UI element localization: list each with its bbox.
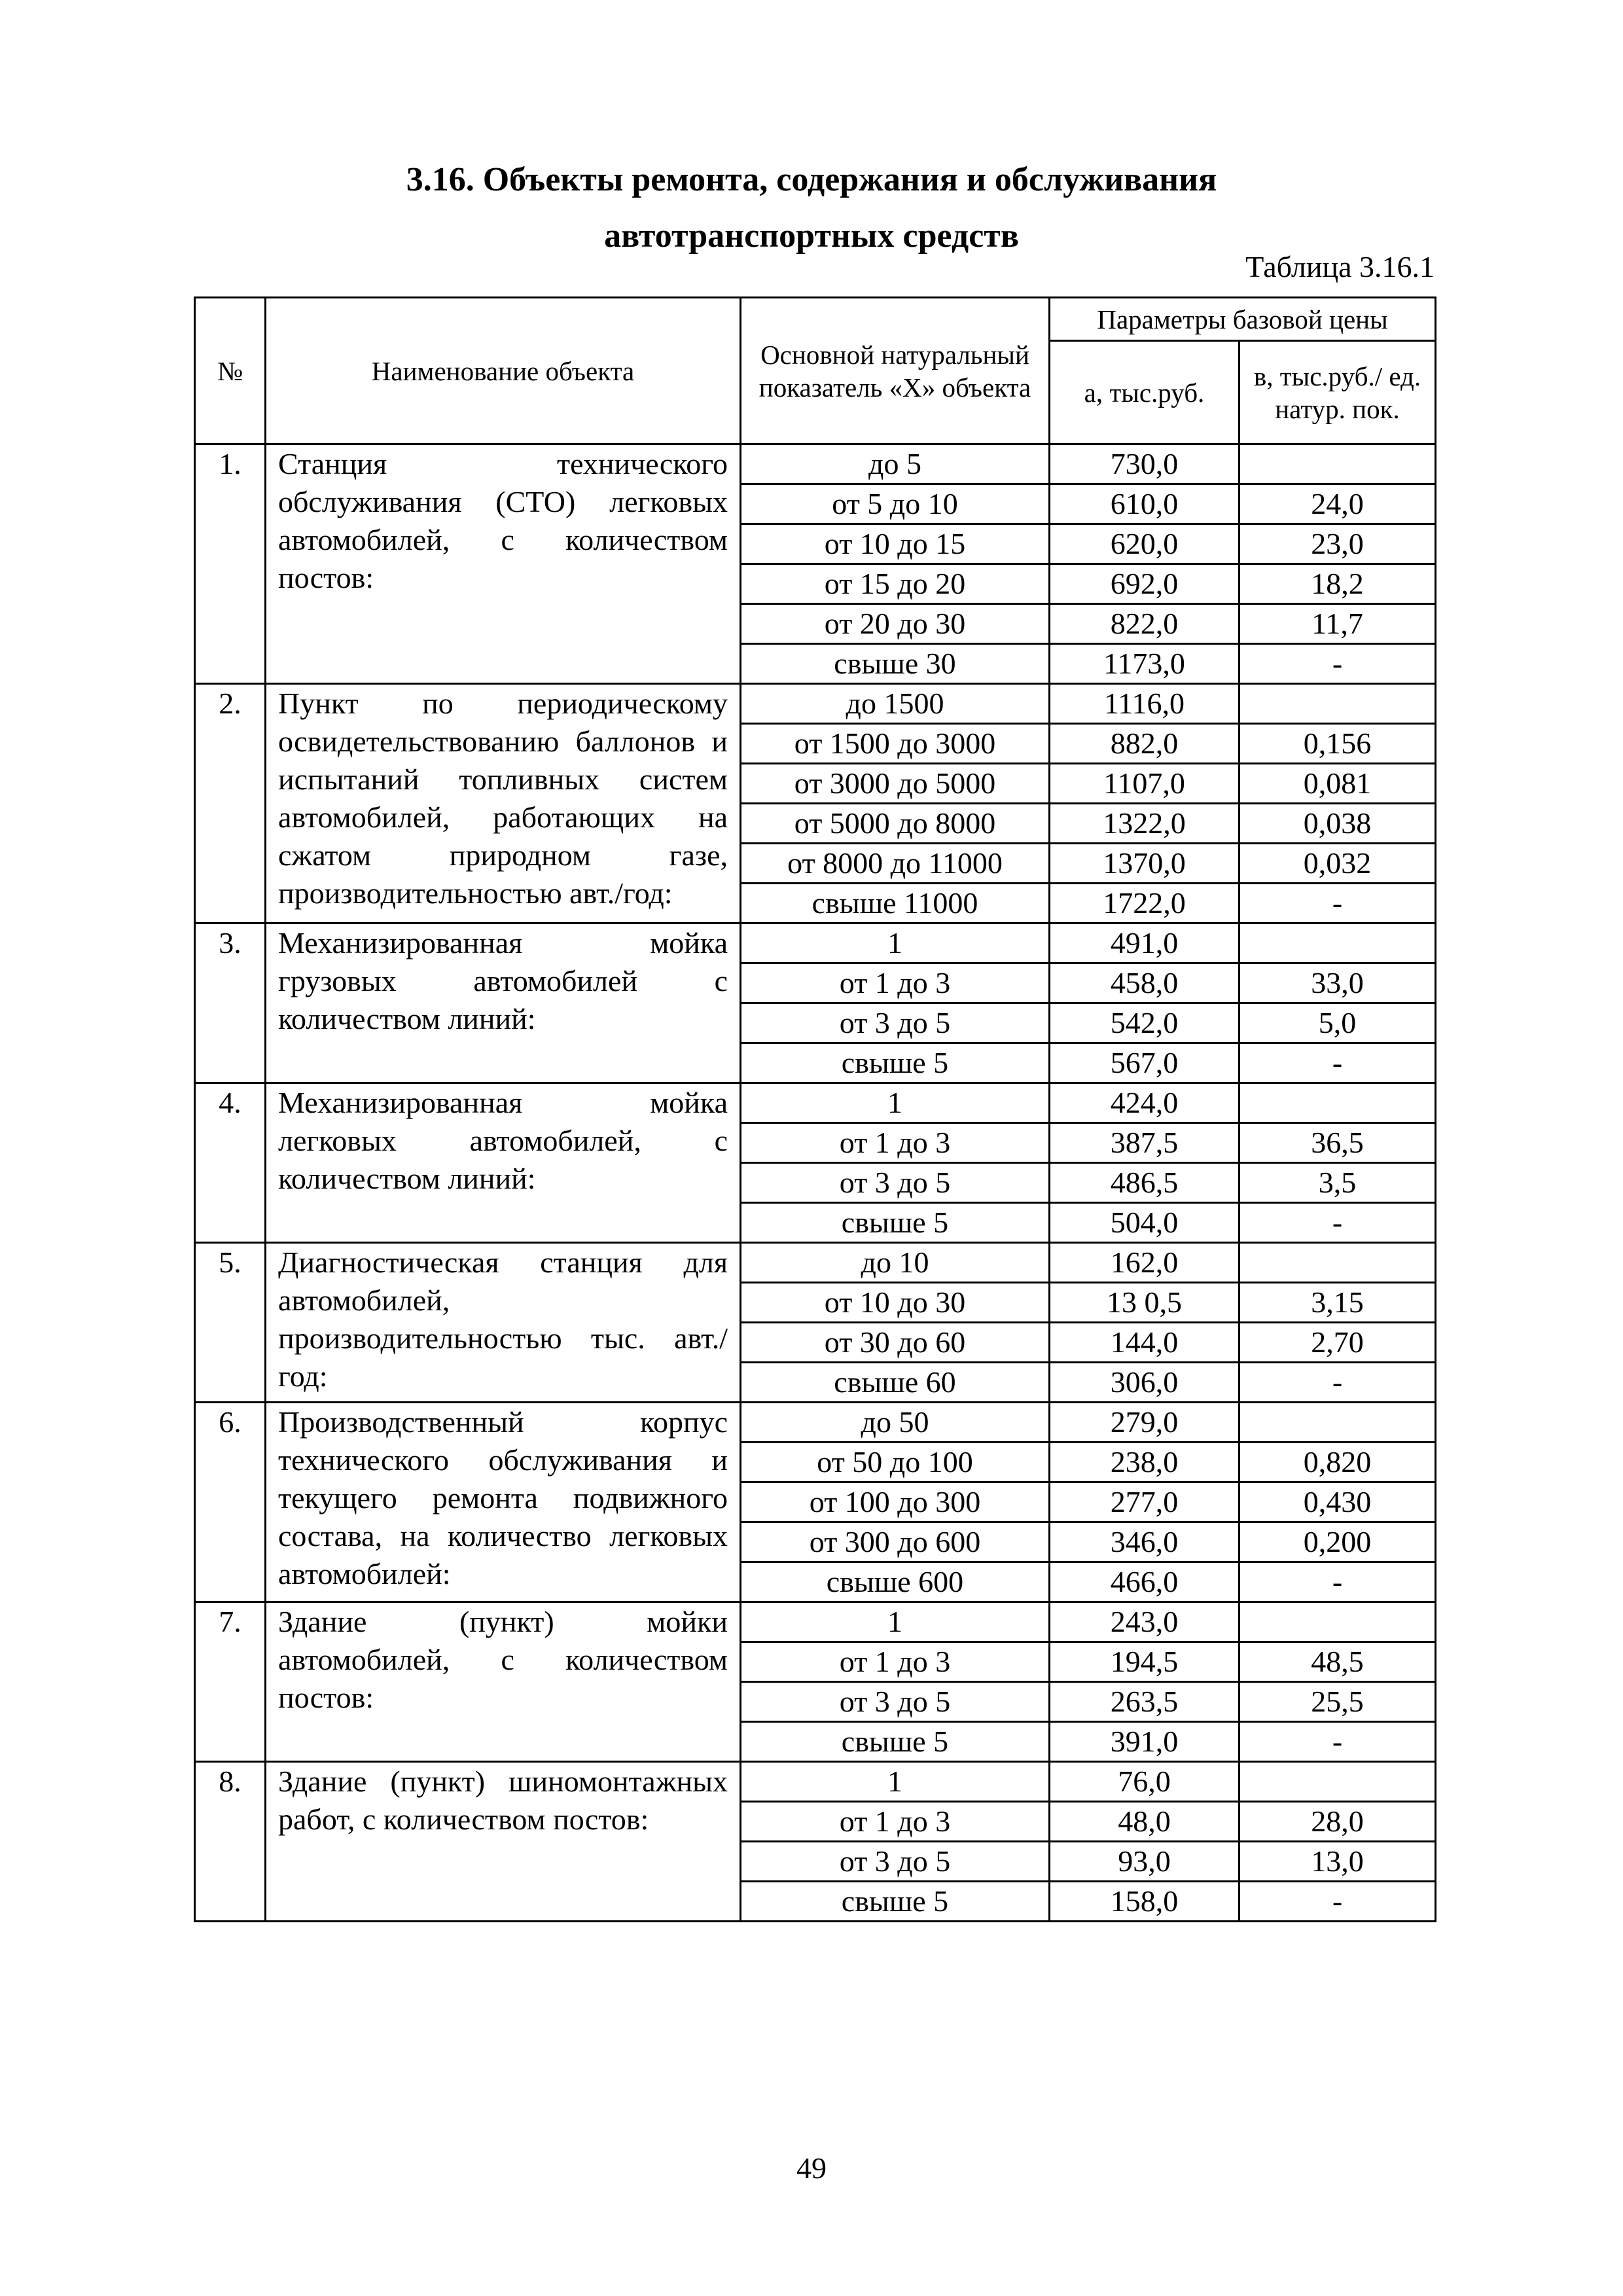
param-b-value: 24,0 <box>1240 484 1436 524</box>
param-b-value: - <box>1240 1043 1436 1083</box>
table-row <box>195 684 1436 724</box>
indicator-value: от 3 до 5 <box>741 1682 1050 1722</box>
param-a-value: 491,0 <box>1050 924 1240 963</box>
param-b-value: 48,5 <box>1240 1642 1436 1682</box>
section-title-line-1: 3.16. Объекты ремонта, содержания и обслуживания <box>406 161 1217 198</box>
param-b-value <box>1240 444 1436 484</box>
object-number: 6. <box>195 1403 266 1602</box>
indicator-value: от 3 до 5 <box>741 1842 1050 1882</box>
param-b-value <box>1240 1243 1436 1283</box>
param-b-value: 0,156 <box>1240 724 1436 764</box>
object-number: 3. <box>195 924 266 1083</box>
param-b-value: - <box>1240 1562 1436 1602</box>
param-a-value: 822,0 <box>1050 604 1240 644</box>
object-number: 5. <box>195 1243 266 1403</box>
param-a-value: 391,0 <box>1050 1722 1240 1762</box>
table-body <box>195 444 1436 1922</box>
param-b-value: 5,0 <box>1240 1003 1436 1043</box>
indicator-value: от 1 до 3 <box>741 1802 1050 1842</box>
indicator-value: свыше 600 <box>741 1562 1050 1602</box>
param-b-value: 0,200 <box>1240 1522 1436 1562</box>
param-b-value: 11,7 <box>1240 604 1436 644</box>
indicator-value: свыше 5 <box>741 1203 1050 1243</box>
param-a-value: 162,0 <box>1050 1243 1240 1283</box>
param-b-value <box>1240 1083 1436 1123</box>
param-b-value: - <box>1240 884 1436 924</box>
header-number: № <box>195 298 266 444</box>
object-name: Здание (пункт) шиномонтажных работ, с количеством постов: <box>266 1762 741 1922</box>
param-a-value: 158,0 <box>1050 1882 1240 1922</box>
object-name: Механизированная мойка грузовых автомобилей с количеством линий: <box>266 924 741 1083</box>
object-number: 8. <box>195 1762 266 1922</box>
param-b-value: 0,081 <box>1240 764 1436 804</box>
param-b-value: 18,2 <box>1240 564 1436 604</box>
indicator-value: до 1500 <box>741 684 1050 724</box>
indicator-value: от 3000 до 5000 <box>741 764 1050 804</box>
param-a-value: 1116,0 <box>1050 684 1240 724</box>
param-a-value: 1370,0 <box>1050 844 1240 884</box>
indicator-value: свыше 5 <box>741 1043 1050 1083</box>
param-a-value: 1173,0 <box>1050 644 1240 684</box>
indicator-value: от 100 до 300 <box>741 1482 1050 1522</box>
param-a-value: 542,0 <box>1050 1003 1240 1043</box>
indicator-value: от 1500 до 3000 <box>741 724 1050 764</box>
param-b-value: 0,820 <box>1240 1443 1436 1482</box>
indicator-value: до 5 <box>741 444 1050 484</box>
param-b-value: 2,70 <box>1240 1323 1436 1363</box>
param-a-value: 1722,0 <box>1050 884 1240 924</box>
param-a-value: 93,0 <box>1050 1842 1240 1882</box>
param-b-value: 23,0 <box>1240 524 1436 564</box>
param-a-value: 620,0 <box>1050 524 1240 564</box>
param-b-value: 33,0 <box>1240 963 1436 1003</box>
param-a-value: 730,0 <box>1050 444 1240 484</box>
param-b-value: 28,0 <box>1240 1802 1436 1842</box>
indicator-value: 1 <box>741 1762 1050 1802</box>
param-a-value: 692,0 <box>1050 564 1240 604</box>
table-row <box>195 444 1436 484</box>
param-b-value: 3,5 <box>1240 1163 1436 1203</box>
param-a-value: 263,5 <box>1050 1682 1240 1722</box>
object-number: 1. <box>195 444 266 684</box>
param-b-value: - <box>1240 644 1436 684</box>
indicator-value: свыше 60 <box>741 1363 1050 1403</box>
indicator-value: от 15 до 20 <box>741 564 1050 604</box>
param-a-value: 277,0 <box>1050 1482 1240 1522</box>
object-number: 4. <box>195 1083 266 1243</box>
param-a-value: 466,0 <box>1050 1562 1240 1602</box>
indicator-value: от 20 до 30 <box>741 604 1050 644</box>
param-a-value: 13 0,5 <box>1050 1283 1240 1323</box>
header-param-a: а, тыс.руб. <box>1050 341 1240 444</box>
table-row <box>195 1762 1436 1802</box>
param-a-value: 882,0 <box>1050 724 1240 764</box>
param-b-value <box>1240 684 1436 724</box>
indicator-value: от 5 до 10 <box>741 484 1050 524</box>
param-b-value <box>1240 924 1436 963</box>
table-row <box>195 924 1436 963</box>
indicator-value: от 1 до 3 <box>741 1123 1050 1163</box>
param-b-value: 0,038 <box>1240 804 1436 844</box>
param-b-value: 3,15 <box>1240 1283 1436 1323</box>
section-title-line-2: автотранспортных средств <box>604 217 1019 255</box>
param-b-value <box>1240 1602 1436 1642</box>
param-b-value <box>1240 1762 1436 1802</box>
param-b-value: 25,5 <box>1240 1682 1436 1722</box>
indicator-value: от 10 до 15 <box>741 524 1050 564</box>
indicator-value: от 5000 до 8000 <box>741 804 1050 844</box>
param-a-value: 279,0 <box>1050 1403 1240 1443</box>
header-object-name: Наименование объекта <box>266 298 741 444</box>
param-a-value: 387,5 <box>1050 1123 1240 1163</box>
param-a-value: 458,0 <box>1050 963 1240 1003</box>
param-b-value <box>1240 1403 1436 1443</box>
object-number: 2. <box>195 684 266 924</box>
param-a-value: 238,0 <box>1050 1443 1240 1482</box>
price-table <box>194 296 1436 1922</box>
param-a-value: 486,5 <box>1050 1163 1240 1203</box>
param-a-value: 243,0 <box>1050 1602 1240 1642</box>
param-b-value: - <box>1240 1363 1436 1403</box>
param-a-value: 567,0 <box>1050 1043 1240 1083</box>
indicator-value: от 10 до 30 <box>741 1283 1050 1323</box>
table-row <box>195 1403 1436 1443</box>
param-b-value: 0,032 <box>1240 844 1436 884</box>
table-row <box>195 1083 1436 1123</box>
param-a-value: 1322,0 <box>1050 804 1240 844</box>
object-name: Диагностическая станция для автомобилей, производительностью тыс. авт./ год: <box>266 1243 741 1403</box>
table-row <box>195 1243 1436 1283</box>
param-a-value: 1107,0 <box>1050 764 1240 804</box>
indicator-value: свыше 30 <box>741 644 1050 684</box>
indicator-value: свыше 5 <box>741 1722 1050 1762</box>
param-b-value: 13,0 <box>1240 1842 1436 1882</box>
header-indicator: Основной натуральный показатель «X» объекта <box>741 298 1050 444</box>
indicator-value: свыше 5 <box>741 1882 1050 1922</box>
page-number: 49 <box>796 2151 827 2185</box>
indicator-value: 1 <box>741 924 1050 963</box>
indicator-value: от 3 до 5 <box>741 1163 1050 1203</box>
indicator-value: от 3 до 5 <box>741 1003 1050 1043</box>
param-a-value: 48,0 <box>1050 1802 1240 1842</box>
param-a-value: 610,0 <box>1050 484 1240 524</box>
table-row <box>195 1602 1436 1642</box>
param-a-value: 306,0 <box>1050 1363 1240 1403</box>
object-name: Пункт по периодическому освидетельствованию баллонов и испытаний топливных систем автомобилей, работающих на сжатом природном газе, производительностью авт./год: <box>266 684 741 924</box>
param-b-value: 36,5 <box>1240 1123 1436 1163</box>
indicator-value: свыше 11000 <box>741 884 1050 924</box>
indicator-value: от 50 до 100 <box>741 1443 1050 1482</box>
param-a-value: 504,0 <box>1050 1203 1240 1243</box>
table-label: Таблица 3.16.1 <box>1245 250 1435 283</box>
table-header <box>195 298 1436 444</box>
param-b-value: 0,430 <box>1240 1482 1436 1522</box>
indicator-value: до 50 <box>741 1403 1050 1443</box>
param-a-value: 194,5 <box>1050 1642 1240 1682</box>
indicator-value: от 1 до 3 <box>741 963 1050 1003</box>
object-name: Станция технического обслуживания (СТО) легковых автомобилей, с количеством постов: <box>266 444 741 684</box>
indicator-value: 1 <box>741 1083 1050 1123</box>
indicator-value: от 300 до 600 <box>741 1522 1050 1562</box>
indicator-value: до 10 <box>741 1243 1050 1283</box>
header-base-price-params: Параметры базовой цены <box>1050 298 1436 341</box>
param-a-value: 144,0 <box>1050 1323 1240 1363</box>
param-b-value: - <box>1240 1203 1436 1243</box>
indicator-value: от 8000 до 11000 <box>741 844 1050 884</box>
param-a-value: 424,0 <box>1050 1083 1240 1123</box>
header-param-b: в, тыс.руб./ ед. натур. пок. <box>1240 341 1436 444</box>
object-name: Механизированная мойка легковых автомобилей, с количеством линий: <box>266 1083 741 1243</box>
indicator-value: 1 <box>741 1602 1050 1642</box>
object-number: 7. <box>195 1602 266 1762</box>
param-a-value: 346,0 <box>1050 1522 1240 1562</box>
param-b-value: - <box>1240 1722 1436 1762</box>
param-b-value: - <box>1240 1882 1436 1922</box>
indicator-value: от 30 до 60 <box>741 1323 1050 1363</box>
object-name: Здание (пункт) мойки автомобилей, с количеством постов: <box>266 1602 741 1762</box>
param-a-value: 76,0 <box>1050 1762 1240 1802</box>
object-name: Производственный корпус технического обслуживания и текущего ремонта подвижного состава, на количество легковых автомобилей: <box>266 1403 741 1602</box>
indicator-value: от 1 до 3 <box>741 1642 1050 1682</box>
